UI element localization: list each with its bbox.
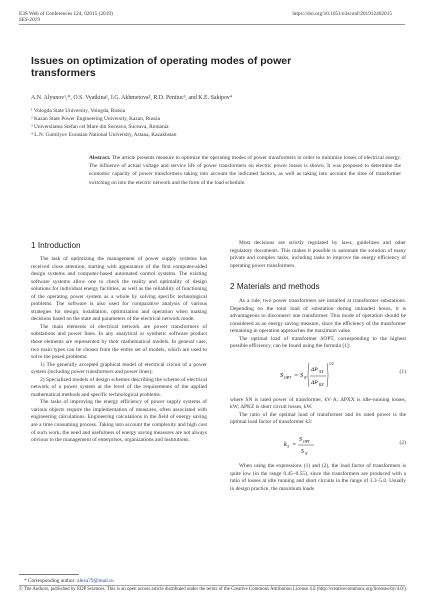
header-conference: SES-2019 <box>19 17 40 24</box>
methods-paragraph: The ratio of the optimal load of transformer and its rated power is the optimal load factor of transformer k3: <box>230 411 406 426</box>
intro-body <box>31 256 207 445</box>
right-paragraph: Most decisions are strictly regulated by laws, guidelines and other regulatory documents. This makes it possible to automate the solution of many private and complex tasks, including tasks to improve the energy efficiency of operating power transformers. <box>230 240 406 269</box>
svg-text:XX: XX <box>319 369 324 374</box>
header-journal: E3S Web of Conferences 124, 02015 (2019) <box>19 11 113 17</box>
svg-text:ΔP: ΔP <box>311 366 318 373</box>
footer-divider <box>19 585 405 586</box>
svg-text:N: N <box>305 452 308 457</box>
methods-paragraph: The optimal load of transformer SOPT, corresponding to the highest possible efficiency, can be found using the formula [1]: <box>230 335 406 350</box>
svg-text:=: = <box>294 371 299 379</box>
methods-paragraph: where SN is rated power of transformer, kV·A; ΔPXX is idle-running losses, kW; ΔPKZ is short circuit losses, kW. <box>230 396 406 411</box>
abstract <box>89 154 401 187</box>
svg-text:OPT: OPT <box>284 375 292 380</box>
methods-paragraph: As a rule, two power transformers are installed at transformer substations. Depending on the total load of substation during unloaded hours, it is advantageous to disconnect one transformer. This mode of operation should be considered as an energy saving measure, since the efficiency of the transformer remaining in operation approaches the maximum value. <box>230 298 406 335</box>
right-column-top <box>230 240 406 270</box>
svg-text:S: S <box>299 437 302 444</box>
authors: A.N. Alyunov¹,*, O.S. Vyatkina¹, I.G. Akhmetova², R.D. Pentiuc³, and K.E. Sakipov⁴ <box>31 95 232 101</box>
equation-2 <box>230 431 406 459</box>
svg-text:S: S <box>280 371 284 379</box>
footnote-divider <box>19 574 79 575</box>
intro-paragraph: 1) The generally accepted graphical model of electrical circuit of a power system (including power transformers and power lines); <box>31 361 207 376</box>
svg-text:KZ: KZ <box>319 382 324 387</box>
affiliation-2: ² Kazan State Power Engineering University, Kazan, Russia <box>31 115 160 122</box>
header-divider <box>19 24 405 25</box>
affiliation-3: ³ Universitatea Stefan cel Mare din Suceava, Suceava, Romania <box>31 123 169 130</box>
equation-1-formula <box>280 355 370 393</box>
equation-2-formula <box>280 431 350 459</box>
svg-text:=: = <box>292 441 297 449</box>
abstract-text: The article presents measure to optimize the operating modes of power transformers in order to minimize losses of electrical energy. The influence of actual voltage and service life of power transformers on electric power losses is shown. It was proposed to determine the economic capacity of power transformers taking into account the indicated factors, as well as taking into account the time of transformer switching on into the electric network and the form of the load schedule. <box>89 155 401 186</box>
affiliation-4: ⁴ L.N. Gumilyov Eurasian National University, Astana, Kazakhstan <box>31 131 177 138</box>
email-link[interactable]: alexa79@mail.ru <box>77 578 114 584</box>
svg-text:ΔP: ΔP <box>311 379 318 386</box>
equation-1 <box>230 355 406 393</box>
license-footer: © The Authors, published by EDP Sciences. This is an open access article distributed under the terms of the Creative Commons Attribution License 4.0 (http://creativecommons.org/licenses/by/4.0/). <box>19 587 407 592</box>
methods-body <box>230 298 406 493</box>
intro-paragraph: The main elements of electrical network are power transformers of substations and power lines. In any analytical or synthetic software product these elements are represented by their mathematical models. In general case, two main types can be chosen from the entire set of models, which are used to solve the posed problems: <box>31 323 207 361</box>
svg-text:OPT: OPT <box>303 440 310 445</box>
svg-text:k: k <box>284 441 287 449</box>
intro-paragraph: 2) Specialized models of design schemes describing the scheme of electrical network of a power system at the level of the requirements of the applied mathematical methods and specific technological problems. <box>31 376 207 398</box>
methods-heading: 2 Materials and methods <box>230 282 320 291</box>
svg-text:S: S <box>300 371 304 379</box>
equation-2-number: (2) <box>399 440 406 447</box>
svg-text:1/2: 1/2 <box>329 361 334 366</box>
footnote-label: * Corresponding author: <box>24 578 78 584</box>
intro-heading: 1 Introduction <box>31 241 81 250</box>
header-doi-link[interactable]: https://doi.org/10.1051/e3sconf/201912402015 <box>292 11 392 17</box>
methods-paragraph: When using the expressions (1) and (2), the load factor of transformers is quite low (in the range 0.45–0.55), since the transformers are produced with a ratio of losses at idle running and short circuits in the range of 3.3–5.0. Usually in design practice, the maximum loads <box>230 463 406 492</box>
affiliation-1: ¹ Vologda State University, Vologda, Russia <box>31 108 126 114</box>
svg-text:3: 3 <box>287 445 289 450</box>
svg-text:S: S <box>301 449 304 456</box>
affiliations <box>31 108 176 140</box>
paper-title: Issues on optimization of operating modes of power transformers <box>31 55 292 79</box>
intro-paragraph: The task of optimizing the management of power supply systems has received close attention, starting with appearance of the first computer-aided design systems and computer-based automated control systems. The existing software systems allow one to check the reality and optimality of design solutions for individual energy facilities, as well as the reliability of functioning of the operating power system as a whole by solving specific technological problems. The software is also used for comparative analysis of various strategies for design, installation, optimization and operation when making decisions based on the state and parameters of the electrical network mode. <box>31 256 207 323</box>
abstract-label: Abstract. <box>89 155 111 161</box>
svg-text:N: N <box>304 375 307 380</box>
intro-paragraph: The tasks of improving the energy efficiency of power supply systems of various objects require the implementation of measures, often associated with engineering calculations. Engineering calculations in the field of energy saving are a time consuming process. Taking into account the complexity and high cost of such work, the need and usefulness of energy saving measures are not always obvious to the management of enterprises, organizations and institutions. <box>31 399 207 444</box>
equation-1-number: (1) <box>399 368 406 375</box>
footnote <box>24 578 114 584</box>
